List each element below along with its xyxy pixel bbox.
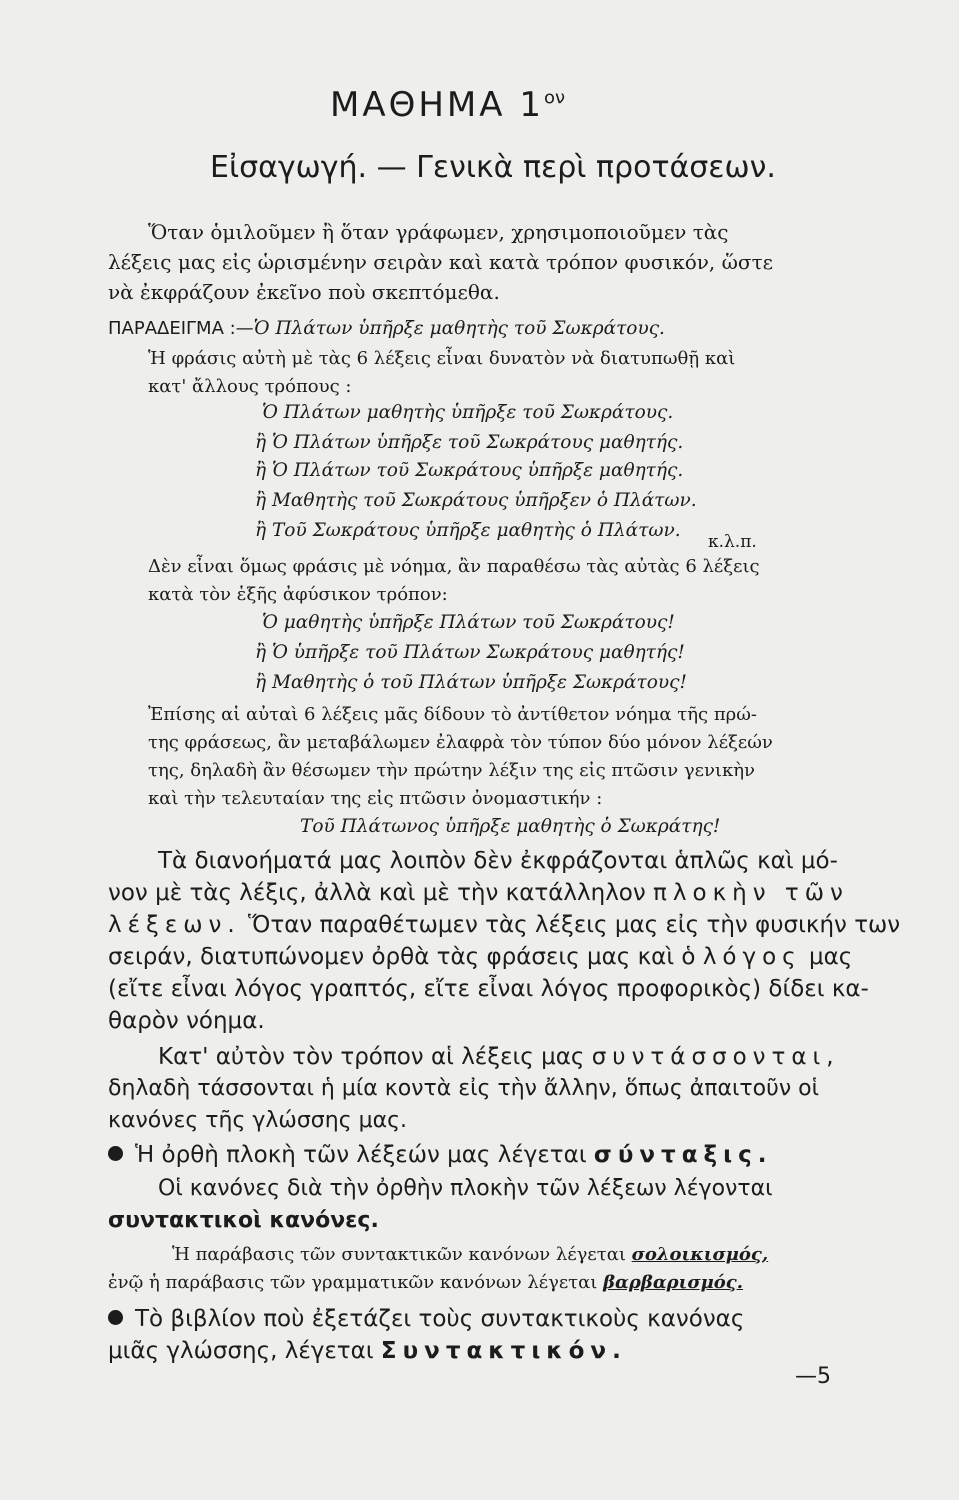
syntax-definition: Ἡ ὀρθὴ πλοκὴ τῶν λέξεών μας λέγεται σύνταξις.: [108, 1142, 772, 1170]
thoughts-line-6: θαρὸν νόημα.: [108, 1008, 265, 1034]
term-soloikismos: σολοικισμός,: [631, 1244, 769, 1265]
term-ploki: πλοκὴν τῶν: [653, 880, 849, 906]
opposite-example: Τοῦ Πλάτωνος ὑπῆρξε μαθητὴς ὁ Σωκράτης!: [300, 816, 721, 837]
example-sentence: Ὁ Πλάτων ὑπῆρξε μαθητὴς τοῦ Σωκράτους.: [253, 318, 665, 339]
unnatural-2: ἢ Ὁ ὑπῆρξε τοῦ Πλάτων Σωκράτους μαθητής!: [255, 642, 685, 663]
book-line-2: μιᾶς γλώσσης, λέγεται Συντακτικόν.: [108, 1338, 627, 1364]
syntax-line-1: Κατ' αὐτὸν τὸν τρόπον αἱ λέξεις μας συντάσσονται,: [158, 1044, 840, 1070]
variant-3: ἢ Ὁ Πλάτων τοῦ Σωκράτους ὑπῆρξε μαθητής.: [255, 460, 684, 481]
lesson-title: ΜΑΘΗΜΑ $1^{o\nu}$: [330, 85, 566, 125]
variant-2: ἢ Ὁ Πλάτων ὑπῆρξε τοῦ Σωκράτους μαθητής.: [255, 432, 684, 453]
term-lexeon: λέξεων.: [108, 912, 241, 938]
unnatural-3: ἢ Μαθητὴς ὁ τοῦ Πλάτων ὑπῆρξε Σωκράτους!: [255, 672, 687, 693]
term-syntassontai: συντάσσονται,: [591, 1044, 840, 1070]
thoughts-line-1: Τὰ διανοήματά μας λοιπὸν δὲν ἐκφράζονται ἁπλῶς καὶ μό-: [158, 848, 838, 874]
opposite-line-3: της, δηλαδὴ ἂν θέσωμεν τὴν πρώτην λέξιν της εἰς πτῶσιν γενικὴν: [148, 760, 755, 781]
example-label: ΠΑΡΑΔΕΙΓΜΑ :—: [108, 318, 254, 339]
variant-4: ἢ Μαθητὴς τοῦ Σωκράτους ὑπῆρξεν ὁ Πλάτων.: [255, 490, 697, 511]
bullet-icon: [108, 1310, 123, 1325]
lesson-subtitle: Εἰσαγωγή. — Γενικὰ περὶ προτάσεων.: [210, 150, 776, 185]
bullet-icon: [108, 1146, 123, 1161]
thoughts-line-4: σειράν, διατυπώνομεν ὀρθὰ τὰς φράσεις μας καὶ ὁ λόγος μας: [108, 944, 853, 970]
opposite-line-2: της φράσεως, ἂν μεταβάλωμεν ἐλαφρὰ τὸν τύπον δύο μόνον λέξεών: [148, 732, 773, 753]
thoughts-line-5: (εἴτε εἶναι λόγος γραπτός, εἴτε εἶναι λόγος προφορικὸς) δίδει κα-: [108, 976, 869, 1002]
opposite-line-4: καὶ τὴν τελευταίαν της εἰς πτῶσιν ὀνομαστικήν :: [148, 788, 603, 809]
errors-line-2: ἐνῷ ἡ παράβασις τῶν γραμματικῶν κανόνων λέγεται βαρβαρισμός.: [108, 1272, 744, 1293]
etc-label: κ.λ.π.: [708, 532, 757, 552]
phrase-intro-line-1: Ἡ φράσις αὐτὴ μὲ τὰς 6 λέξεις εἶναι δυνατὸν νὰ διατυπωθῇ καὶ: [148, 348, 736, 369]
unnatural-intro-line-2: κατὰ τὸν ἑξῆς ἀφύσικον τρόπον:: [148, 584, 448, 605]
term-syntaxis: σύνταξις.: [593, 1142, 773, 1168]
term-varvarismos: βαρβαρισμός.: [603, 1272, 744, 1293]
intro-line-1: Ὅταν ὁμιλοῦμεν ἢ ὅταν γράφωμεν, χρησιμοποιοῦμεν τὰς: [148, 220, 729, 244]
term-logos: λόγος: [702, 944, 802, 970]
term-syntaktikon: Συντακτικόν.: [380, 1338, 627, 1364]
unnatural-1: Ὁ μαθητὴς ὑπῆρξε Πλάτων τοῦ Σωκράτους!: [262, 612, 675, 633]
syntax-line-2: δηλαδὴ τάσσονται ἡ μία κοντὰ εἰς τὴν ἄλλην, ὅπως ἀπαιτοῦν οἱ: [108, 1076, 820, 1101]
book-line-1: Τὸ βιβλίον ποὺ ἐξετάζει τοὺς συντακτικοὺς κανόνας: [108, 1306, 744, 1334]
thoughts-line-2: νον μὲ τὰς λέξις, ἀλλὰ καὶ μὲ τὴν κατάλληλον πλοκὴν τῶν: [108, 880, 849, 906]
rules-line-2: συντακτικοὶ κανόνες.: [108, 1208, 379, 1233]
syntax-line-3: κανόνες τῆς γλώσσης μας.: [108, 1108, 407, 1133]
intro-line-2: λέξεις μας εἰς ὡρισμένην σειρὰν καὶ κατὰ τρόπον φυσικόν, ὥστε: [108, 250, 774, 274]
page-number: —5: [795, 1364, 831, 1389]
intro-line-3: νὰ ἐκφράζουν ἐκεῖνο ποὺ σκεπτόμεθα.: [108, 280, 500, 304]
variant-5: ἢ Τοῦ Σωκράτους ὑπῆρξε μαθητὴς ὁ Πλάτων.: [255, 520, 681, 541]
opposite-line-1: Ἐπίσης αἱ αὐταὶ 6 λέξεις μᾶς δίδουν τὸ ἀντίθετον νόημα τῆς πρώ-: [148, 704, 757, 725]
example-line: [108, 318, 665, 340]
unnatural-intro-line-1: Δὲν εἶναι ὅμως φράσις μὲ νόημα, ἂν παραθέσω τὰς αὐτὰς 6 λέξεις: [148, 556, 760, 577]
thoughts-line-3: λέξεων. Ὅταν παραθέτωμεν τὰς λέξεις μας εἰς τὴν φυσικήν των: [108, 912, 901, 938]
rules-line-1: Οἱ κανόνες διὰ τὴν ὀρθὴν πλοκὴν τῶν λέξεων λέγονται: [158, 1176, 773, 1201]
phrase-intro-line-2: κατ' ἄλλους τρόπους :: [148, 376, 352, 397]
variant-1: Ὁ Πλάτων μαθητὴς ὑπῆρξε τοῦ Σωκράτους.: [262, 402, 674, 423]
errors-line-1: Ἡ παράβασις τῶν συντακτικῶν κανόνων λέγεται σολοικισμός,: [172, 1244, 769, 1265]
